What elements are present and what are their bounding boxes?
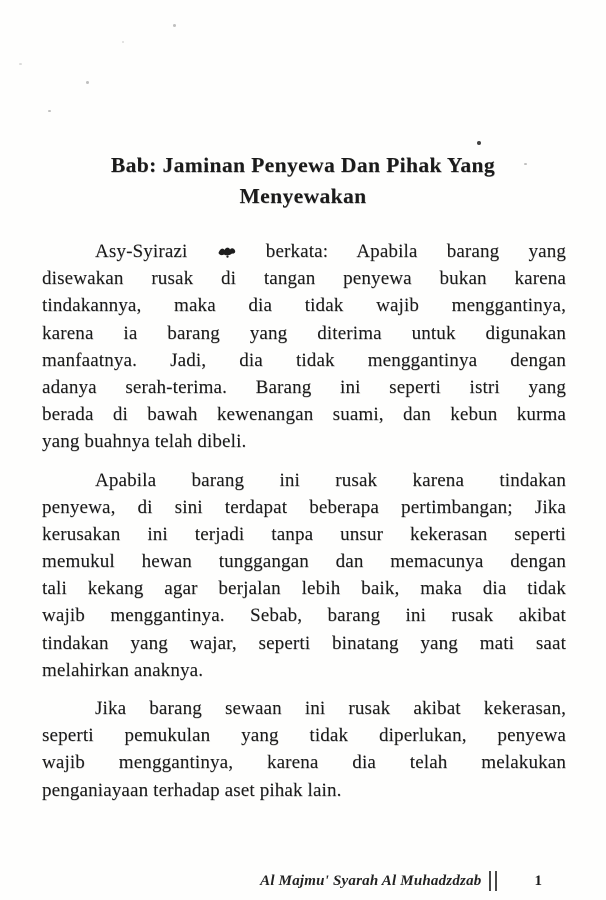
chapter-title-line2: Menyewakan <box>239 184 367 208</box>
paragraph-line: tali kekang agar berjalan lebih baik, maka dia tidak <box>42 578 566 600</box>
scan-speck <box>19 63 22 65</box>
double-bar-icon <box>489 871 497 891</box>
paragraph-line <box>42 238 566 265</box>
page-footer <box>0 868 606 894</box>
paragraph-line: karena ia barang yang diterima untuk digunakan <box>42 322 566 344</box>
paragraph-line: memukul hewan tunggangan dan memacunya dengan <box>42 551 566 573</box>
paragraph-2 <box>42 467 566 685</box>
paragraph-1 <box>42 238 566 456</box>
chapter-title <box>0 150 606 212</box>
paragraph-line: wajib menggantinya. Sebab, barang ini rusak akibat <box>42 605 566 627</box>
paragraph-line: Apabila barang ini rusak karena tindakan <box>95 469 566 491</box>
paragraph-line: tindakannya, maka dia tidak wajib menggantinya, <box>42 295 566 317</box>
scan-speck <box>122 41 124 43</box>
paragraph-3 <box>42 695 566 804</box>
paragraph-line: berada di bawah kewenangan suami, dan kebun kurma <box>42 404 566 426</box>
paragraph-line: wajib menggantinya, karena dia telah melakukan <box>42 752 566 774</box>
author-name: Asy-Syirazi <box>95 241 188 262</box>
paragraph-line: seperti pemukulan yang tidak diperlukan, penyewa <box>42 725 566 747</box>
scan-speck <box>48 110 51 112</box>
paragraph-line: adanya serah-terima. Barang ini seperti istri yang <box>42 376 566 398</box>
paragraph-line: Jika barang sewaan ini rusak akibat kekerasan, <box>95 698 566 719</box>
paragraph-line: tindakan yang wajar, seperti binatang yang mati saat <box>42 632 566 654</box>
rahimahullah-icon <box>217 239 237 252</box>
paragraph-line: penganiayaan terhadap aset pihak lain. <box>42 779 342 801</box>
paragraph-line: yang buahnya telah dibeli. <box>42 431 247 453</box>
chapter-title-line1: Bab: Jaminan Penyewa Dan Pihak Yang <box>110 153 496 177</box>
scan-speck <box>173 24 176 27</box>
paragraph-line: manfaatnya. Jadi, dia tidak menggantinya dengan <box>42 349 566 371</box>
scan-speck <box>86 81 89 84</box>
paragraph-line: penyewa, di sini terdapat beberapa pertimbangan; Jika <box>42 496 566 518</box>
scan-speck <box>477 141 481 145</box>
paragraph-line-text: berkata: Apabila barang yang <box>265 241 566 262</box>
running-book-title: Al Majmu' Syarah Al Muhadzdzab <box>260 872 482 889</box>
paragraph-line: kerusakan ini terjadi tanpa unsur kekerasan seperti <box>42 523 566 545</box>
page-number: 1 <box>534 872 542 889</box>
paragraph-line: melahirkan anaknya. <box>42 659 204 681</box>
body-text <box>42 238 566 815</box>
paragraph-line: disewakan rusak di tangan penyewa bukan karena <box>42 268 566 290</box>
